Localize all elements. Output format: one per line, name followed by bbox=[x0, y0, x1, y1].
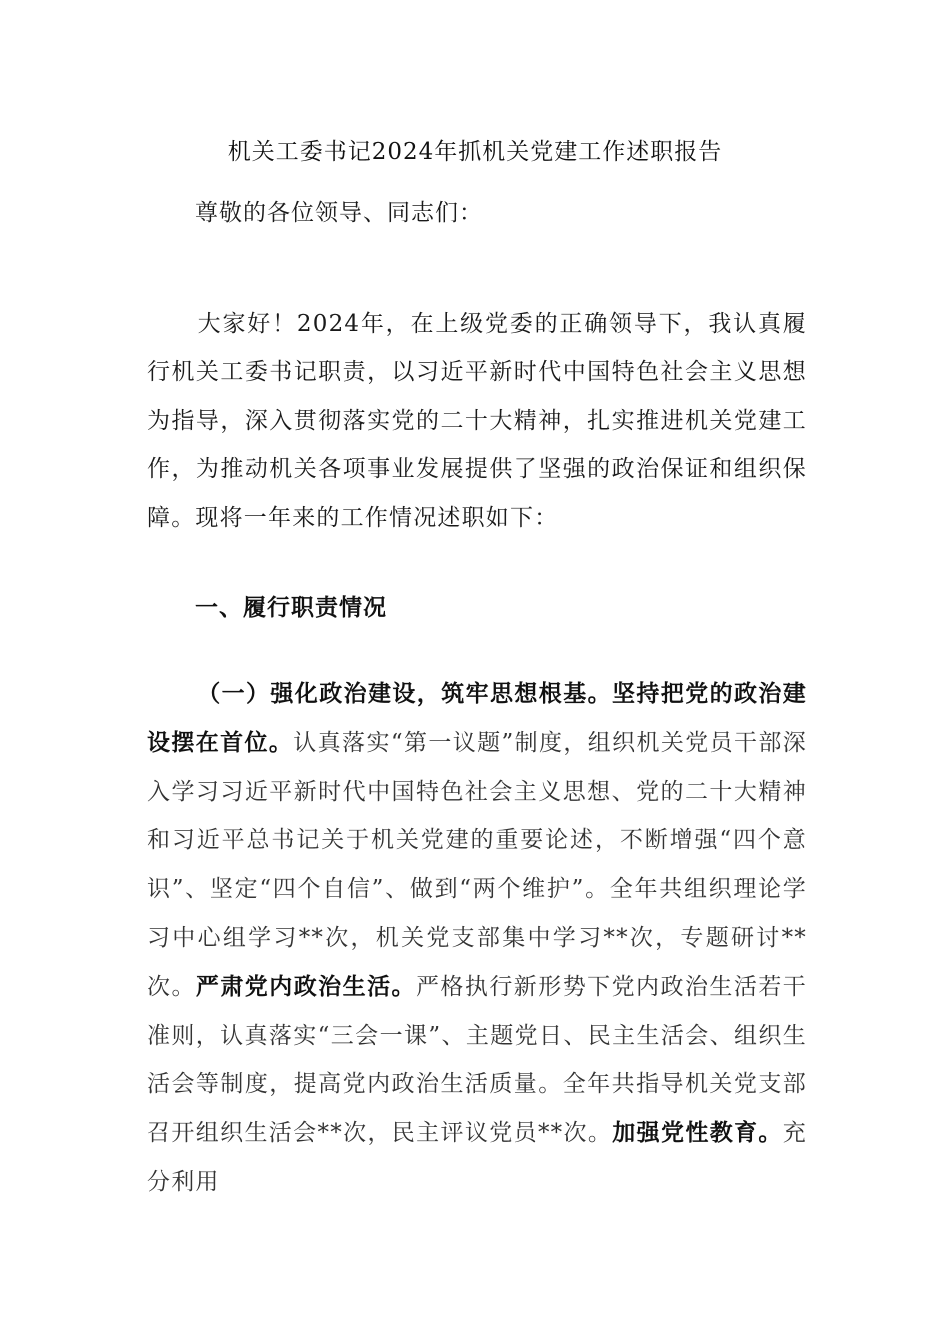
paragraph-text: 严格执行新形势下党内政治生活若干准则，认真落实“三会一课”、主题党日、民主生活会、组织生活会等制度，提高党内政治生活质量。全年共指导机关党支部召开组织生活会**次，民主评议党员**次。 bbox=[147, 973, 807, 1147]
paragraph-text: 认真落实“第一议题”制度，组织机关党员干部深入学习习近平新时代中国特色社会主义思想、党的二十大精神和习近平总书记关于机关党建的重要论述，不断增强“四个意识”、坚定“四个自信”、做到“两个维护”。全年共组织理论学习中心组学习**次，机关党支部集中学习**次，专题研讨**次。 bbox=[147, 729, 808, 1000]
body-paragraph bbox=[147, 670, 807, 1207]
paragraph-text: 充分利用 bbox=[147, 1120, 807, 1195]
intro-text: 大家好！2024年，在上级党委的正确领导下，我认真履行机关工委书记职责，以习近平新时代中国特色社会主义思想为指导，深入贯彻落实党的二十大精神，扎实推进机关党建工作，为推动机关各项事业发展提供了坚强的政治保证和组织保障。现将一年来的工作情况述职如下： bbox=[147, 311, 807, 531]
intro-paragraph bbox=[147, 300, 807, 542]
paragraph-subheading-bold: 严肃党内政治生活。 bbox=[195, 972, 416, 1000]
salutation: 尊敬的各位领导、同志们： bbox=[195, 200, 483, 226]
section-heading: 一、履行职责情况 bbox=[195, 594, 387, 621]
document-title: 机关工委书记2024年抓机关党建工作述职报告 bbox=[227, 139, 723, 165]
paragraph-subheading-bold: 加强党性教育。 bbox=[612, 1119, 783, 1147]
paragraph-lead-bold: （一）强化政治建设，筑牢思想根基。坚持把党的政治建设摆在首位。 bbox=[147, 680, 807, 756]
